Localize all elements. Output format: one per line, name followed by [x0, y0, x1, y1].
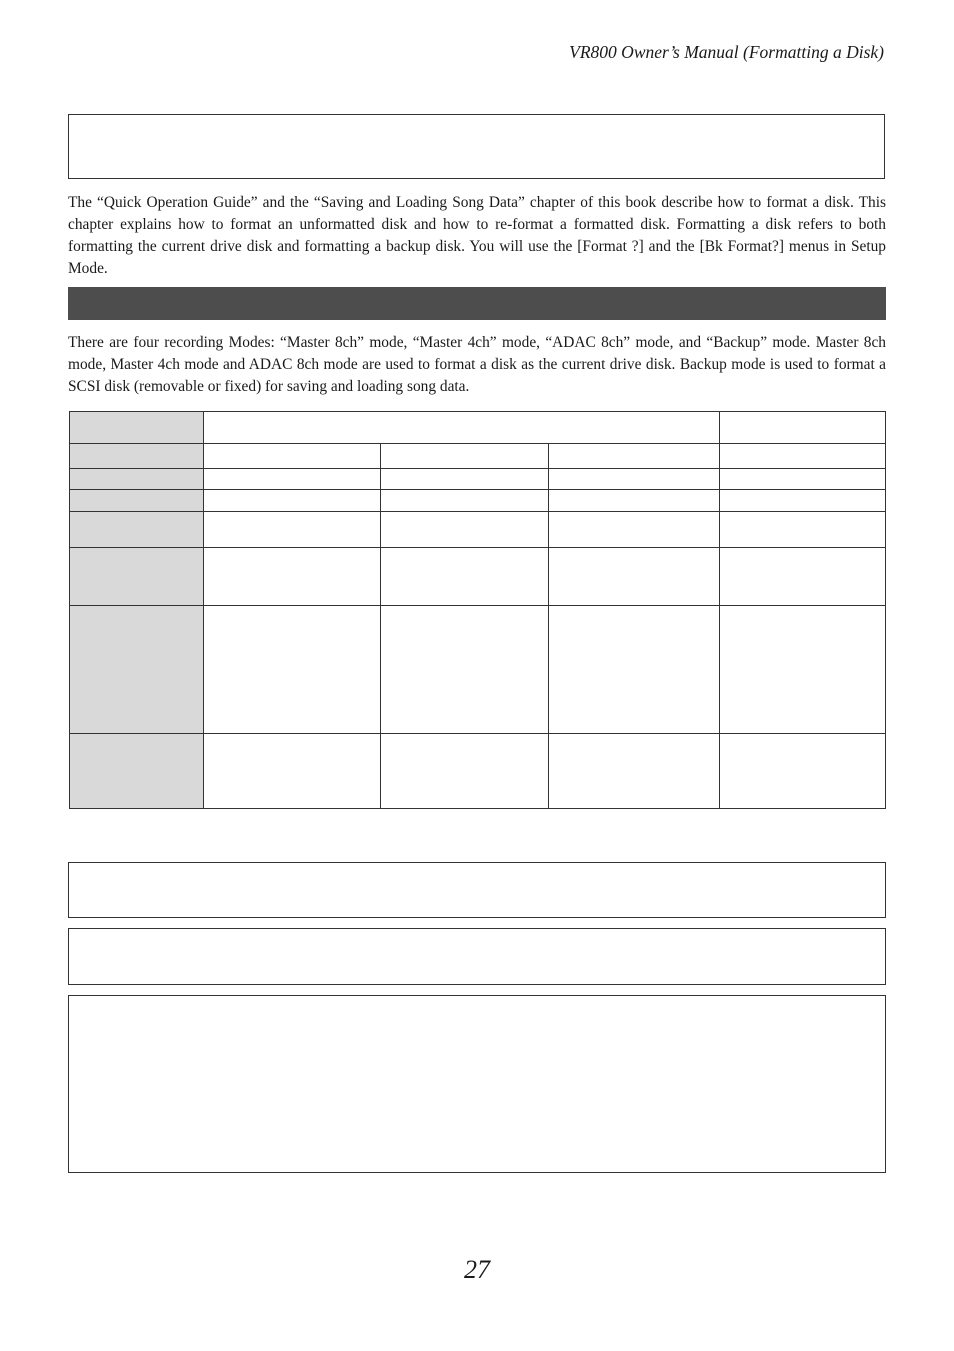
page-number: 27 [464, 1255, 490, 1284]
table-rule [69, 411, 70, 809]
table-rule [69, 733, 886, 734]
table-row-header-cell [69, 605, 203, 733]
table-rule [203, 411, 204, 809]
table-row-header-cell [69, 547, 203, 605]
modes-paragraph: There are four recording Modes: “Master 8ch” mode, “Master 4ch” mode, “ADAC 8ch” mode, and “Backup” mode. Master 8ch mode, Master 4ch mode and ADAC 8ch mode are used to format a disk as the current drive disk. Backup mode is used to format a SCSI disk (removable or fixed) for saving and loading song data. [68, 334, 886, 395]
table-row-header-cell [69, 733, 203, 809]
table-rule [69, 511, 886, 512]
table-rule [69, 489, 886, 490]
note-box [68, 928, 886, 985]
table-rule [69, 468, 886, 469]
table-rule [719, 411, 720, 809]
note-box [68, 862, 886, 918]
table-rule [69, 443, 886, 444]
recording-modes-table [69, 411, 886, 809]
table-row-header-cell [69, 443, 203, 468]
table-rule [69, 605, 886, 606]
intro-paragraph: The “Quick Operation Guide” and the “Saving and Loading Song Data” chapter of this book describe how to format a disk. This chapter explains how to format an unformatted disk and how to re-format a formatted disk. Formatting a disk refers to both formatting the current drive disk and formatting a backup disk. You will use the [Format ?] and the [Bk Format?] menus in Setup Mode. [68, 194, 886, 277]
table-rule [69, 547, 886, 548]
chapter-title-box [68, 114, 885, 179]
table-rule [69, 411, 886, 412]
table-rule [548, 443, 549, 809]
table-row-header-cell [69, 411, 203, 443]
section-heading-bar [68, 287, 886, 320]
table-row-header-cell [69, 511, 203, 547]
table-rule [69, 808, 886, 809]
note-box [68, 995, 886, 1173]
table-row-header-cell [69, 489, 203, 511]
table-rule [885, 411, 886, 809]
table-row-header-cell [69, 468, 203, 489]
running-header: VR800 Owner’s Manual (Formatting a Disk) [569, 42, 884, 62]
table-rule [380, 443, 381, 809]
